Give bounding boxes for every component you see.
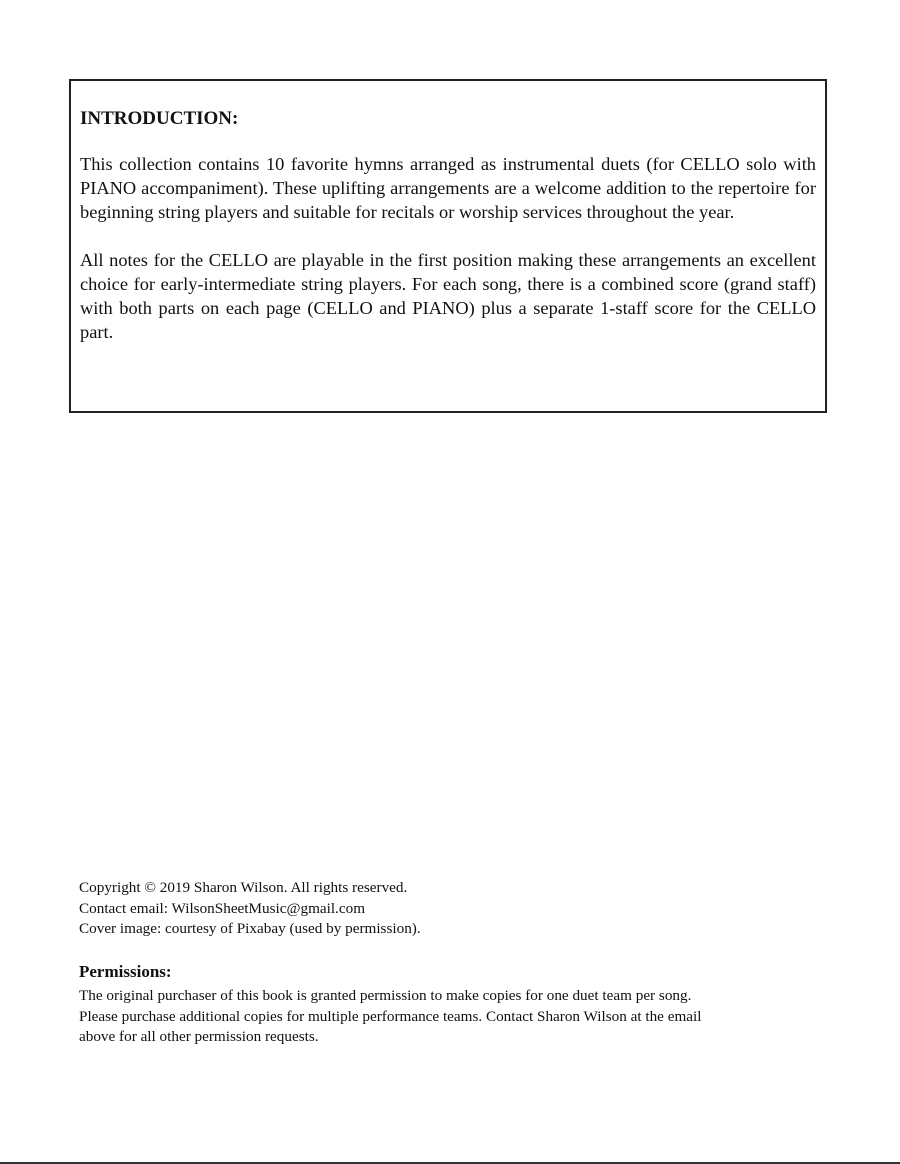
copyright-line: Copyright © 2019 Sharon Wilson. All rights reserved.: [79, 879, 408, 896]
introduction-box: [69, 79, 827, 413]
permissions-line-1: The original purchaser of this book is granted permission to make copies for one duet team per song.: [79, 987, 692, 1004]
introduction-heading: INTRODUCTION:: [80, 108, 239, 129]
contact-email-line: Contact email: WilsonSheetMusic@gmail.com: [79, 899, 366, 917]
permissions-line-2: Please purchase additional copies for multiple performance teams. Contact Sharon Wilson at the email: [79, 1007, 702, 1025]
introduction-paragraph-1: This collection contains 10 favorite hymns arranged as instrumental duets (for CELLO solo with PIANO accompaniment). These uplifting arrangements are a welcome addition to the repertoire for beginning string players and suitable for recitals or worship services throughout the year.: [80, 154, 816, 222]
introduction-paragraph-2: All notes for the CELLO are playable in the first position making these arrangements an excellent choice for early-intermediate string players. For each song, there is a combined score (grand staff) with both parts on each page (CELLO and PIANO) plus a separate 1-staff score for the CELLO part.: [80, 250, 816, 342]
permissions-line-3: above for all other permission requests.: [79, 1028, 319, 1045]
copyright-block: [79, 878, 839, 940]
permissions-section: [79, 960, 819, 1048]
permissions-heading: Permissions:: [79, 962, 172, 981]
cover-image-credit-line: Cover image: courtesy of Pixabay (used by permission).: [79, 920, 421, 937]
permissions-text: [79, 986, 819, 1048]
